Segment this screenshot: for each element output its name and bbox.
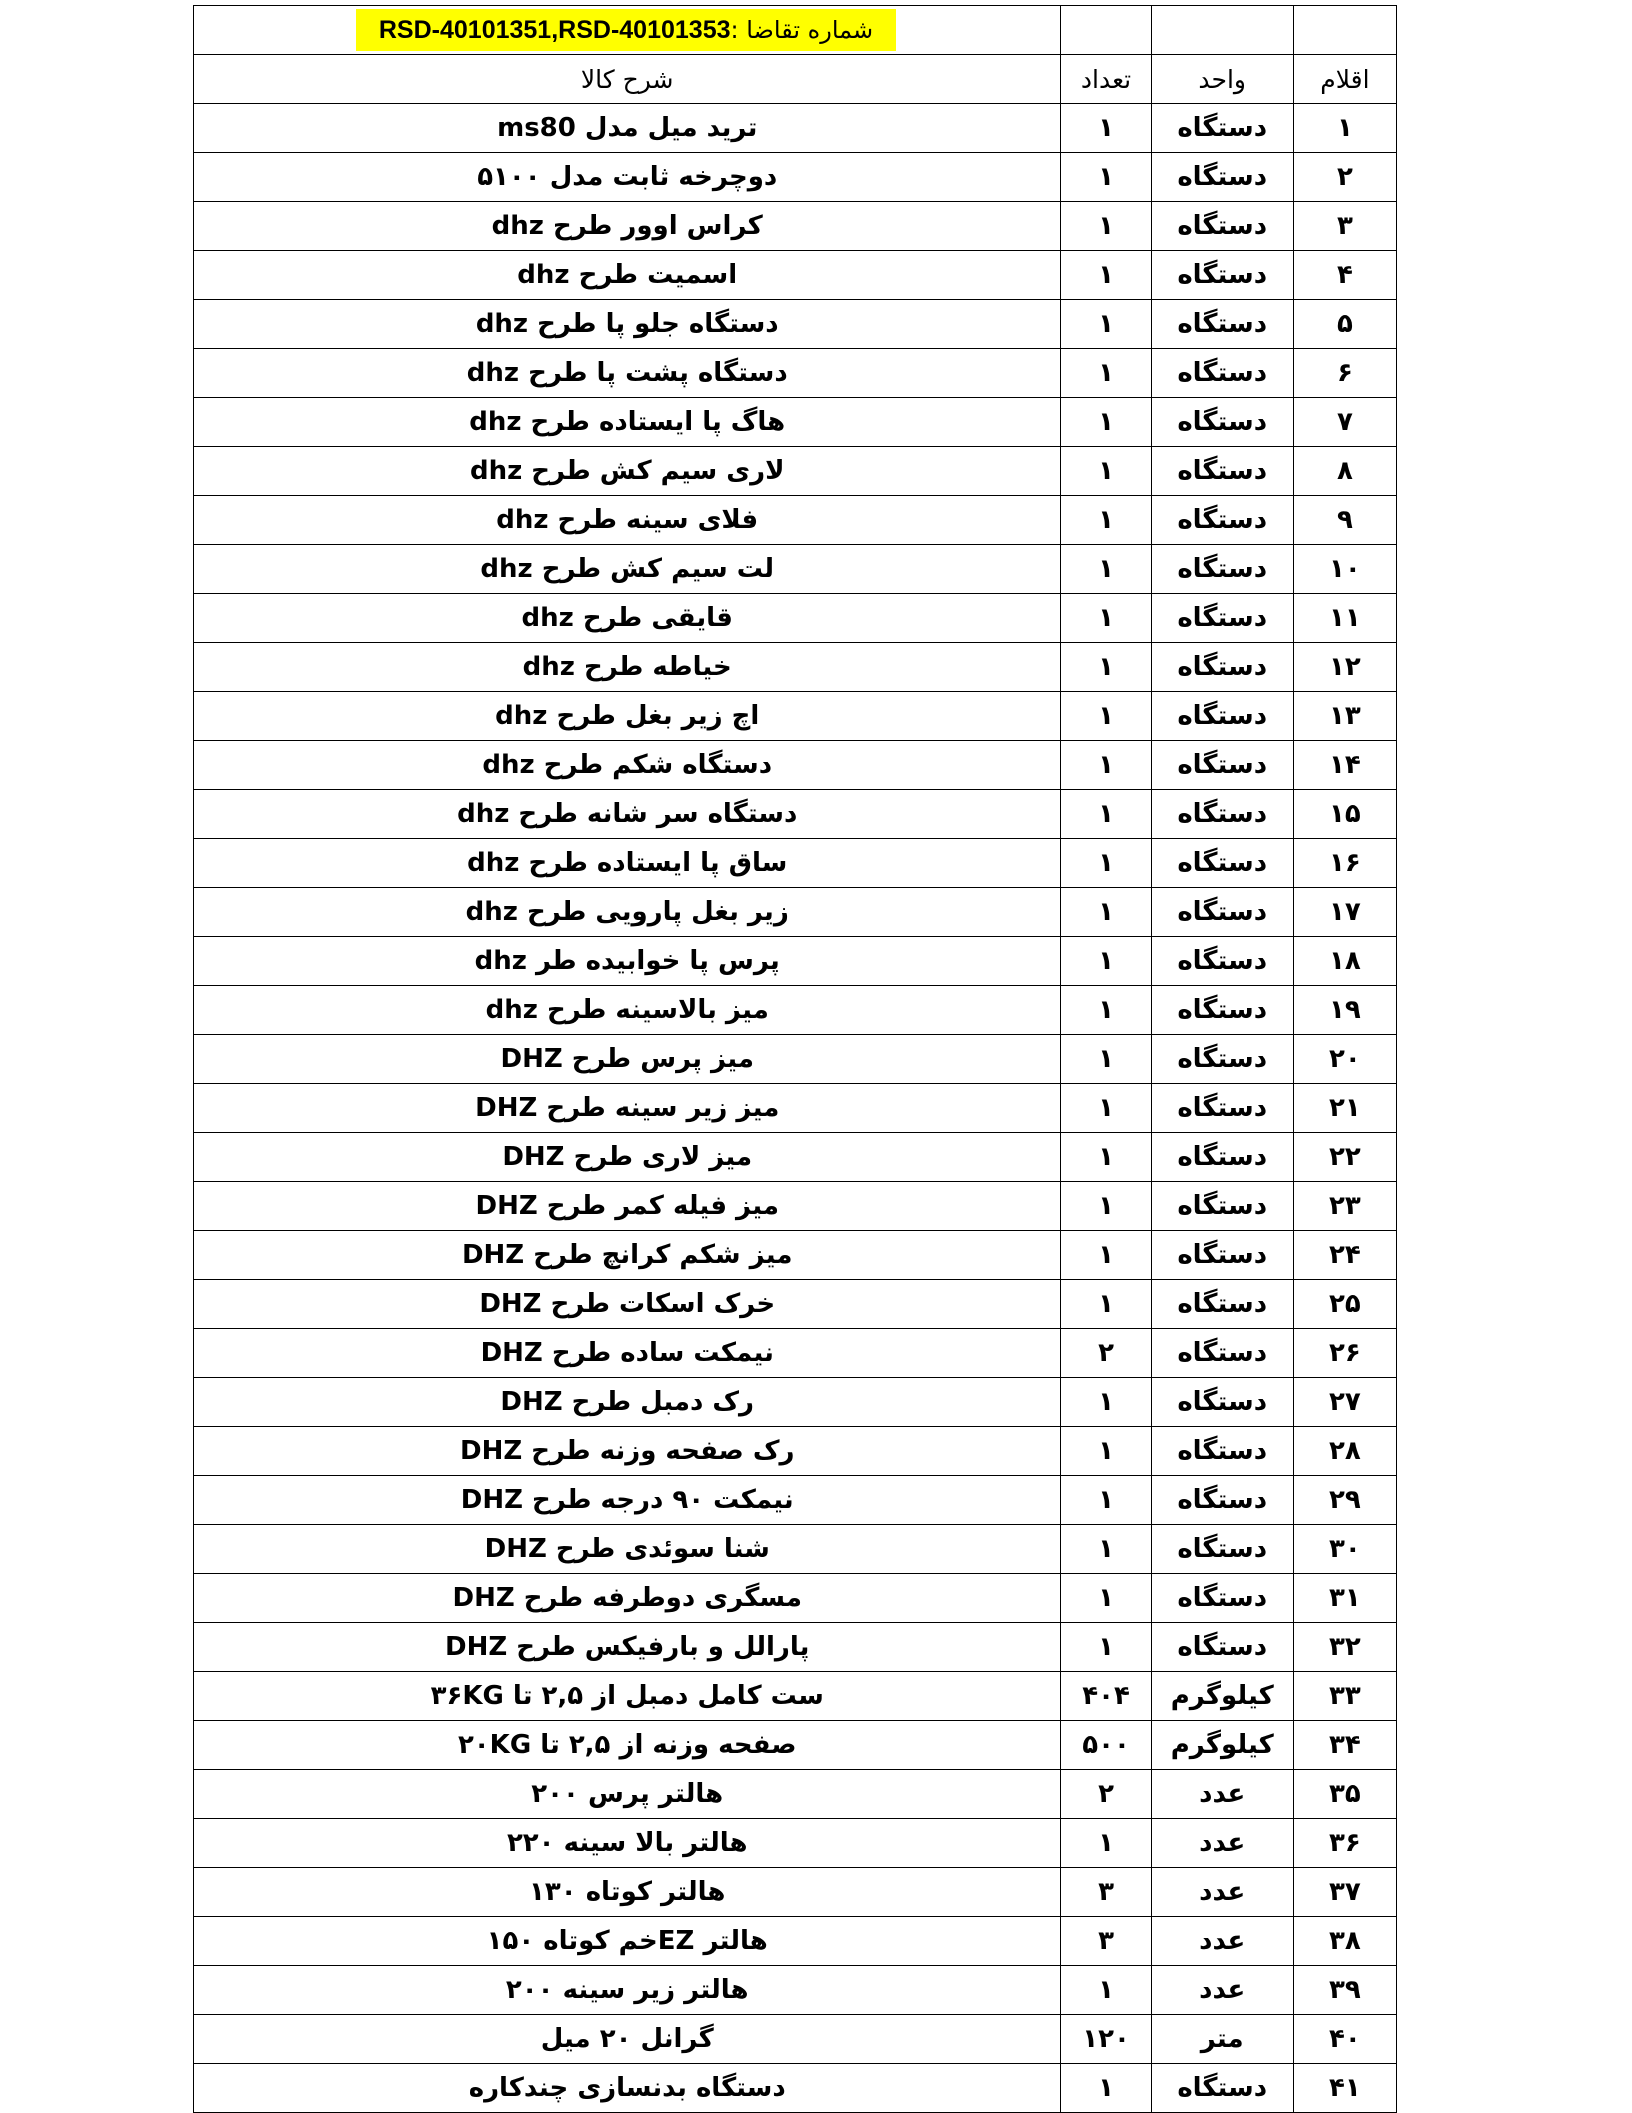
table-row: [194, 1623, 1397, 1672]
table-row: [194, 1133, 1397, 1182]
table-row: [194, 1672, 1397, 1721]
item-quantity: ۴۰۴: [1061, 1672, 1151, 1721]
item-quantity: ۱: [1061, 1035, 1151, 1084]
item-quantity: ۱: [1061, 1378, 1151, 1427]
item-quantity: ۲: [1061, 1329, 1151, 1378]
item-unit: دستگاه: [1151, 153, 1293, 202]
table-row: [194, 1378, 1397, 1427]
item-unit: عدد: [1151, 1917, 1293, 1966]
item-number: ۱۸: [1293, 937, 1396, 986]
item-description: میز فیله کمر طرح DHZ: [194, 1182, 1061, 1231]
item-unit: دستگاه: [1151, 251, 1293, 300]
item-unit: دستگاه: [1151, 300, 1293, 349]
item-unit: دستگاه: [1151, 104, 1293, 153]
item-description: هالتر زیر سینه ۲۰۰: [194, 1966, 1061, 2015]
item-quantity: ۱: [1061, 1231, 1151, 1280]
item-description: ساق پا ایستاده طرح dhz: [194, 839, 1061, 888]
item-unit: کیلوگرم: [1151, 1672, 1293, 1721]
item-quantity: ۱: [1061, 1280, 1151, 1329]
table-row: [194, 937, 1397, 986]
table-row: [194, 1868, 1397, 1917]
item-description: هالتر EZخم کوتاه ۱۵۰: [194, 1917, 1061, 1966]
item-number-column-header: اقلام: [1293, 55, 1396, 104]
item-quantity: ۱: [1061, 104, 1151, 153]
empty-header-cell: [1061, 6, 1151, 55]
item-quantity: ۱: [1061, 790, 1151, 839]
item-number: ۲۲: [1293, 1133, 1396, 1182]
item-quantity: ۱: [1061, 1966, 1151, 2015]
item-description: خرک اسکات طرح DHZ: [194, 1280, 1061, 1329]
table-row: [194, 1770, 1397, 1819]
item-number: ۳۲: [1293, 1623, 1396, 1672]
item-unit: دستگاه: [1151, 790, 1293, 839]
item-number: ۲۳: [1293, 1182, 1396, 1231]
table-row: [194, 2064, 1397, 2113]
table-row: [194, 1231, 1397, 1280]
request-number-label: شماره تقاضا :: [730, 16, 874, 44]
item-number: ۳۳: [1293, 1672, 1396, 1721]
table-row: [194, 1035, 1397, 1084]
item-quantity: ۱: [1061, 1182, 1151, 1231]
item-unit: دستگاه: [1151, 1231, 1293, 1280]
item-unit: کیلوگرم: [1151, 1721, 1293, 1770]
item-quantity: ۱: [1061, 251, 1151, 300]
item-unit: دستگاه: [1151, 1133, 1293, 1182]
item-description: زیر بغل پارویی طرح dhz: [194, 888, 1061, 937]
empty-header-cell: [1293, 6, 1396, 55]
item-unit: دستگاه: [1151, 545, 1293, 594]
item-unit: دستگاه: [1151, 349, 1293, 398]
item-number: ۱۷: [1293, 888, 1396, 937]
item-unit: دستگاه: [1151, 1329, 1293, 1378]
item-unit: دستگاه: [1151, 839, 1293, 888]
item-number: ۲: [1293, 153, 1396, 202]
item-number: ۲۰: [1293, 1035, 1396, 1084]
table-row: [194, 888, 1397, 937]
item-number: ۶: [1293, 349, 1396, 398]
empty-header-cell: [1151, 6, 1293, 55]
table-row: [194, 1721, 1397, 1770]
item-description: اسمیت طرح dhz: [194, 251, 1061, 300]
item-description: دستگاه بدنسازی چندکاره: [194, 2064, 1061, 2113]
item-quantity: ۱: [1061, 1084, 1151, 1133]
table-row: [194, 1329, 1397, 1378]
table-row: [194, 741, 1397, 790]
item-description: دستگاه پشت پا طرح dhz: [194, 349, 1061, 398]
item-quantity: ۱: [1061, 692, 1151, 741]
item-description: قایقی طرح dhz: [194, 594, 1061, 643]
table-row: [194, 300, 1397, 349]
item-quantity: ۱: [1061, 398, 1151, 447]
request-number-cell: [194, 6, 1061, 55]
item-quantity: ۱: [1061, 153, 1151, 202]
item-description: نیمکت ساده طرح DHZ: [194, 1329, 1061, 1378]
item-number: ۲۸: [1293, 1427, 1396, 1476]
item-number: ۴۰: [1293, 2015, 1396, 2064]
item-number: ۲۷: [1293, 1378, 1396, 1427]
item-unit: دستگاه: [1151, 496, 1293, 545]
item-description: هالتر بالا سینه ۲۲۰: [194, 1819, 1061, 1868]
item-description: ترید میل مدل ms80: [194, 104, 1061, 153]
item-unit: دستگاه: [1151, 692, 1293, 741]
item-quantity: ۱: [1061, 839, 1151, 888]
table-row: [194, 202, 1397, 251]
table-row: [194, 790, 1397, 839]
request-items-table: [193, 5, 1397, 2113]
item-quantity: ۱: [1061, 937, 1151, 986]
item-quantity: ۱: [1061, 349, 1151, 398]
item-description: میز شکم کرانچ طرح DHZ: [194, 1231, 1061, 1280]
item-unit: عدد: [1151, 1868, 1293, 1917]
item-unit: متر: [1151, 2015, 1293, 2064]
item-unit: دستگاه: [1151, 1574, 1293, 1623]
item-quantity: ۱: [1061, 447, 1151, 496]
table-row: [194, 594, 1397, 643]
item-quantity: ۱: [1061, 1427, 1151, 1476]
item-description: رک صفحه وزنه طرح DHZ: [194, 1427, 1061, 1476]
item-description: پارالل و بارفیکس طرح DHZ: [194, 1623, 1061, 1672]
table-row: [194, 251, 1397, 300]
item-quantity: ۱: [1061, 1133, 1151, 1182]
table-row: [194, 1819, 1397, 1868]
item-unit: دستگاه: [1151, 741, 1293, 790]
item-number: ۹: [1293, 496, 1396, 545]
item-quantity: ۱: [1061, 202, 1151, 251]
item-unit: دستگاه: [1151, 1280, 1293, 1329]
item-number: ۱۰: [1293, 545, 1396, 594]
item-description: نیمکت ۹۰ درجه طرح DHZ: [194, 1476, 1061, 1525]
item-unit: دستگاه: [1151, 643, 1293, 692]
item-quantity: ۱: [1061, 594, 1151, 643]
table-row: [194, 643, 1397, 692]
item-quantity: ۱: [1061, 1525, 1151, 1574]
item-description: کراس اوور طرح dhz: [194, 202, 1061, 251]
table-row: [194, 349, 1397, 398]
item-description: دستگاه سر شانه طرح dhz: [194, 790, 1061, 839]
table-row: [194, 153, 1397, 202]
item-quantity: ۱: [1061, 300, 1151, 349]
item-description: میز پرس طرح DHZ: [194, 1035, 1061, 1084]
item-number: ۵: [1293, 300, 1396, 349]
item-number: ۲۱: [1293, 1084, 1396, 1133]
item-number: ۳۰: [1293, 1525, 1396, 1574]
item-number: ۲۴: [1293, 1231, 1396, 1280]
item-description: خیاطه طرح dhz: [194, 643, 1061, 692]
item-description: لت سیم کش طرح dhz: [194, 545, 1061, 594]
request-number-value: RSD-40101351,RSD-40101353: [378, 15, 731, 44]
item-quantity: ۱: [1061, 1819, 1151, 1868]
table-row: [194, 1476, 1397, 1525]
item-quantity: ۱: [1061, 1623, 1151, 1672]
item-unit: دستگاه: [1151, 447, 1293, 496]
item-unit: دستگاه: [1151, 1525, 1293, 1574]
item-unit: دستگاه: [1151, 1378, 1293, 1427]
description-column-header: شرح کالا: [194, 55, 1061, 104]
item-unit: دستگاه: [1151, 1182, 1293, 1231]
item-description: میز بالاسینه طرح dhz: [194, 986, 1061, 1035]
item-description: مسگری دوطرفه طرح DHZ: [194, 1574, 1061, 1623]
item-quantity: ۱: [1061, 986, 1151, 1035]
item-quantity: ۱: [1061, 741, 1151, 790]
item-description: اچ زیر بغل طرح dhz: [194, 692, 1061, 741]
item-number: ۸: [1293, 447, 1396, 496]
table-row: [194, 986, 1397, 1035]
item-description: میز لاری طرح DHZ: [194, 1133, 1061, 1182]
item-description: شنا سوئدی طرح DHZ: [194, 1525, 1061, 1574]
table-row: [194, 1182, 1397, 1231]
item-unit: دستگاه: [1151, 1084, 1293, 1133]
item-unit: دستگاه: [1151, 594, 1293, 643]
item-unit: دستگاه: [1151, 1035, 1293, 1084]
item-number: ۱۳: [1293, 692, 1396, 741]
table-row: [194, 398, 1397, 447]
item-description: فلای سینه طرح dhz: [194, 496, 1061, 545]
item-quantity: ۱: [1061, 545, 1151, 594]
quantity-column-header: تعداد: [1061, 55, 1151, 104]
table-row: [194, 1084, 1397, 1133]
table-row: [194, 1525, 1397, 1574]
item-number: ۱۵: [1293, 790, 1396, 839]
item-description: دستگاه جلو پا طرح dhz: [194, 300, 1061, 349]
item-unit: عدد: [1151, 1770, 1293, 1819]
table-row: [194, 545, 1397, 594]
item-quantity: ۱: [1061, 1574, 1151, 1623]
item-description: دوچرخه ثابت مدل ۵۱۰۰: [194, 153, 1061, 202]
item-number: ۴۱: [1293, 2064, 1396, 2113]
item-description: پرس پا خوابیده طر dhz: [194, 937, 1061, 986]
table-row: [194, 839, 1397, 888]
request-number-row: [194, 6, 1397, 55]
item-quantity: ۱: [1061, 1476, 1151, 1525]
item-quantity: ۱: [1061, 888, 1151, 937]
table-row: [194, 1280, 1397, 1329]
item-number: ۲۶: [1293, 1329, 1396, 1378]
item-number: ۱۲: [1293, 643, 1396, 692]
item-description: میز زیر سینه طرح DHZ: [194, 1084, 1061, 1133]
item-number: ۳۶: [1293, 1819, 1396, 1868]
item-quantity: ۲: [1061, 1770, 1151, 1819]
table-row: [194, 447, 1397, 496]
item-unit: دستگاه: [1151, 202, 1293, 251]
item-description: دستگاه شکم طرح dhz: [194, 741, 1061, 790]
column-header-row: [194, 55, 1397, 104]
table-row: [194, 2015, 1397, 2064]
item-number: ۴: [1293, 251, 1396, 300]
item-unit: دستگاه: [1151, 888, 1293, 937]
table-row: [194, 692, 1397, 741]
item-number: ۳: [1293, 202, 1396, 251]
item-description: هالتر کوتاه ۱۳۰: [194, 1868, 1061, 1917]
item-number: ۲۵: [1293, 1280, 1396, 1329]
item-number: ۲۹: [1293, 1476, 1396, 1525]
table-row: [194, 496, 1397, 545]
item-unit: دستگاه: [1151, 1623, 1293, 1672]
item-unit: دستگاه: [1151, 2064, 1293, 2113]
item-unit: دستگاه: [1151, 398, 1293, 447]
table-row: [194, 1966, 1397, 2015]
request-number-highlight: [356, 9, 896, 51]
item-description: رک دمبل طرح DHZ: [194, 1378, 1061, 1427]
item-description: صفحه وزنه از ۲,۵ تا ۲۰KG: [194, 1721, 1061, 1770]
item-number: ۳۸: [1293, 1917, 1396, 1966]
item-quantity: ۱: [1061, 643, 1151, 692]
item-number: ۳۵: [1293, 1770, 1396, 1819]
item-number: ۱۹: [1293, 986, 1396, 1035]
item-quantity: ۵۰۰: [1061, 1721, 1151, 1770]
item-description: هاگ پا ایستاده طرح dhz: [194, 398, 1061, 447]
item-description: ست کامل دمبل از ۲,۵ تا ۳۶KG: [194, 1672, 1061, 1721]
table-row: [194, 1574, 1397, 1623]
item-description: لاری سیم کش طرح dhz: [194, 447, 1061, 496]
item-unit: عدد: [1151, 1966, 1293, 2015]
item-number: ۳۴: [1293, 1721, 1396, 1770]
item-unit: دستگاه: [1151, 1427, 1293, 1476]
item-number: ۷: [1293, 398, 1396, 447]
item-quantity: ۳: [1061, 1868, 1151, 1917]
item-unit: دستگاه: [1151, 937, 1293, 986]
item-description: گرانل ۲۰ میل: [194, 2015, 1061, 2064]
item-quantity: ۱: [1061, 496, 1151, 545]
unit-column-header: واحد: [1151, 55, 1293, 104]
item-number: ۱۱: [1293, 594, 1396, 643]
item-number: ۱۶: [1293, 839, 1396, 888]
item-quantity: ۱: [1061, 2064, 1151, 2113]
item-number: ۳۷: [1293, 1868, 1396, 1917]
item-number: ۳۹: [1293, 1966, 1396, 2015]
item-unit: دستگاه: [1151, 986, 1293, 1035]
table-row: [194, 1427, 1397, 1476]
table-row: [194, 1917, 1397, 1966]
item-unit: عدد: [1151, 1819, 1293, 1868]
item-number: ۱: [1293, 104, 1396, 153]
item-number: ۱۴: [1293, 741, 1396, 790]
item-unit: دستگاه: [1151, 1476, 1293, 1525]
item-quantity: ۳: [1061, 1917, 1151, 1966]
item-number: ۳۱: [1293, 1574, 1396, 1623]
table-row: [194, 104, 1397, 153]
item-quantity: ۱۲۰: [1061, 2015, 1151, 2064]
item-description: هالتر پرس ۲۰۰: [194, 1770, 1061, 1819]
